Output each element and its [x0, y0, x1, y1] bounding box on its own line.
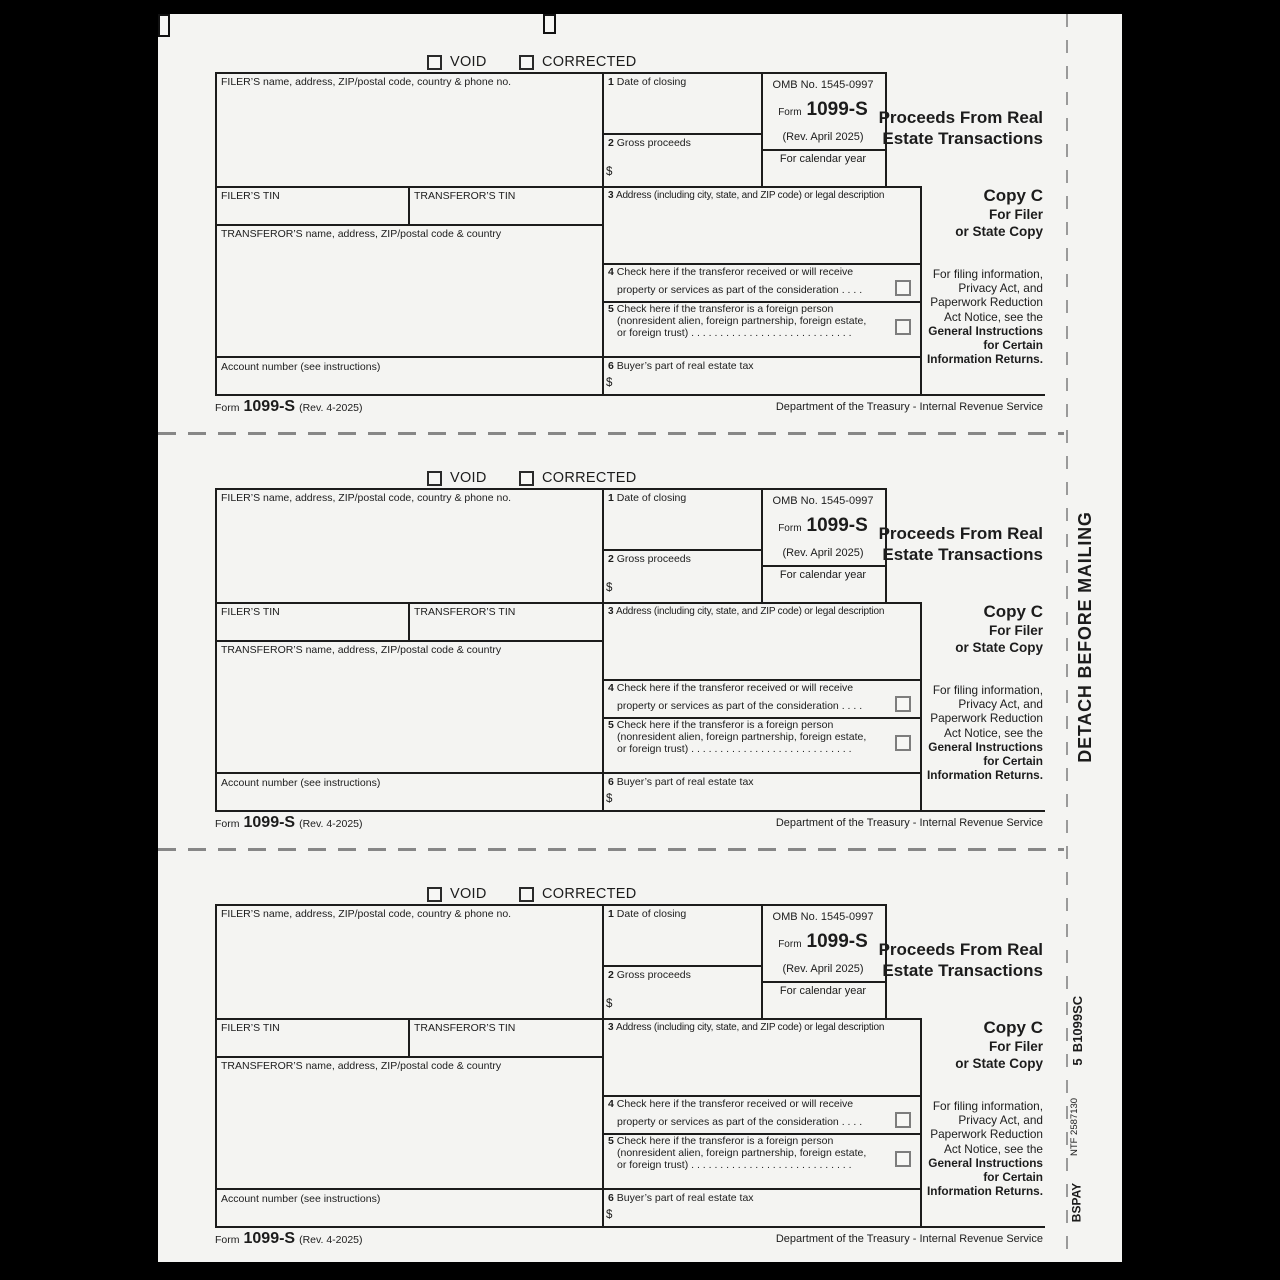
box2-dollar-sign: $ [606, 166, 613, 178]
table-border-line [215, 1188, 922, 1190]
box5-label-line2: (nonresident alien, foreign partnership, foreign estate, [617, 1147, 867, 1159]
box3-label: 3 Address (including city, state, and ZIP code) or legal description [608, 190, 885, 201]
corrected-label: CORRECTED [542, 54, 637, 70]
form-title: Proceeds From Real Estate Transactions [878, 108, 1043, 148]
stock-code-5: 5 [1070, 1058, 1085, 1066]
table-border-line [602, 965, 763, 967]
account-number-label: Account number (see instructions) [221, 1193, 381, 1205]
corrected-checkbox[interactable] [519, 55, 534, 70]
filing-information: For filing information, Privacy Act, and Paperwork Reduction Act Notice, see the General Instructions for Certain Information Returns. [926, 1099, 1043, 1199]
form-title: Proceeds From Real Estate Transactions [878, 940, 1043, 980]
table-border-line [215, 904, 887, 906]
filer-tin-label: FILER’S TIN [221, 1022, 280, 1034]
table-border-line [602, 904, 604, 1228]
form-word: Form [778, 107, 802, 118]
box2-dollar-sign: $ [606, 582, 613, 594]
void-label: VOID [450, 470, 487, 486]
treasury-footer: Department of the Treasury - Internal Revenue Service [775, 1233, 1043, 1245]
table-border-line [761, 149, 887, 151]
table-border-line [215, 904, 217, 1228]
treasury-footer: Department of the Treasury - Internal Revenue Service [775, 401, 1043, 413]
box6-label: 6 Buyer’s part of real estate tax [608, 360, 754, 372]
table-border-line [215, 186, 922, 188]
box6-dollar-sign: $ [606, 1209, 613, 1221]
box4-label-line1: 4 Check here if the transferor received or will receive [608, 266, 854, 278]
filer-tin-label: FILER’S TIN [221, 190, 280, 202]
table-border-line [602, 263, 922, 265]
box5-label-line3: or foreign trust) . . . . . . . . . . . . . . . . . . . . . . . . . . . . [617, 743, 852, 755]
perforation-line-1 [158, 432, 1064, 435]
void-checkbox[interactable] [427, 471, 442, 486]
account-number-label: Account number (see instructions) [221, 777, 381, 789]
box6-dollar-sign: $ [606, 377, 613, 389]
void-label: VOID [450, 54, 487, 70]
form-title: Proceeds From Real Estate Transactions [878, 524, 1043, 564]
box4-label-line1: 4 Check here if the transferor received or will receive [608, 1098, 854, 1110]
form-number: 1099-S [806, 99, 868, 120]
box6-dollar-sign: $ [606, 793, 613, 805]
box5-label-line1: 5 Check here if the transferor is a foreign person [608, 719, 834, 731]
table-border-line [215, 772, 922, 774]
void-checkbox[interactable] [427, 887, 442, 902]
filer-name-label: FILER’S name, address, ZIP/postal code, country & phone no. [221, 908, 512, 920]
box4-label-line2: property or services as part of the consideration . . . . [617, 284, 863, 296]
box5-label-line3: or foreign trust) . . . . . . . . . . . . . . . . . . . . . . . . . . . . [617, 1159, 852, 1171]
table-border-line [408, 186, 410, 226]
omb-number: OMB No. 1545-0997 [772, 495, 874, 507]
box3-label: 3 Address (including city, state, and ZIP code) or legal description [608, 1022, 885, 1033]
table-border-line [408, 1018, 410, 1058]
table-border-line [215, 72, 217, 396]
box3-label: 3 Address (including city, state, and ZIP code) or legal description [608, 606, 885, 617]
registration-mark-center [543, 14, 556, 34]
form-footer-left: Form 1099-S (Rev. 4-2025) [215, 1230, 363, 1247]
form-revision: (Rev. April 2025) [782, 547, 864, 559]
box1-label: 1 Date of closing [608, 76, 687, 88]
stock-code-bspay: BSPAY [1069, 1182, 1084, 1223]
box5-label-line1: 5 Check here if the transferor is a foreign person [608, 1135, 834, 1147]
perforation-line-2 [158, 848, 1064, 851]
box2-dollar-sign: $ [606, 998, 613, 1010]
transferor-name-label: TRANSFEROR’S name, address, ZIP/postal code & country [221, 644, 502, 656]
box1-label: 1 Date of closing [608, 492, 687, 504]
transferor-tin-label: TRANSFEROR’S TIN [414, 1022, 516, 1034]
box2-label: 2 Gross proceeds [608, 137, 691, 149]
box1-label: 1 Date of closing [608, 908, 687, 920]
box5-label-line3: or foreign trust) . . . . . . . . . . . . . . . . . . . . . . . . . . . . [617, 327, 852, 339]
table-border-line [602, 679, 922, 681]
table-border-line [215, 356, 922, 358]
stock-code-b1099sc: B1099SC [1070, 995, 1085, 1053]
box5-label-line2: (nonresident alien, foreign partnership, foreign estate, [617, 315, 867, 327]
corrected-checkbox[interactable] [519, 471, 534, 486]
table-border-line [761, 981, 887, 983]
box5-label-line1: 5 Check here if the transferor is a foreign person [608, 303, 834, 315]
box6-label: 6 Buyer’s part of real estate tax [608, 776, 754, 788]
copy-designation: Copy C For Filer or State Copy [955, 186, 1043, 239]
transferor-name-label: TRANSFEROR’S name, address, ZIP/postal code & country [221, 1060, 502, 1072]
box4-label-line2: property or services as part of the consideration . . . . [617, 1116, 863, 1128]
box6-label: 6 Buyer’s part of real estate tax [608, 1192, 754, 1204]
registration-mark-left [158, 14, 170, 37]
calendar-year-label: For calendar year [779, 569, 867, 581]
filer-name-label: FILER’S name, address, ZIP/postal code, country & phone no. [221, 76, 512, 88]
box2-label: 2 Gross proceeds [608, 553, 691, 565]
void-checkbox[interactable] [427, 55, 442, 70]
form-revision: (Rev. April 2025) [782, 963, 864, 975]
box5-label-line2: (nonresident alien, foreign partnership, foreign estate, [617, 731, 867, 743]
omb-number: OMB No. 1545-0997 [772, 911, 874, 923]
omb-number: OMB No. 1545-0997 [772, 79, 874, 91]
table-border-line [215, 72, 887, 74]
table-border-line [602, 488, 604, 812]
form-footer-left: Form 1099-S (Rev. 4-2025) [215, 398, 363, 415]
table-border-line [602, 549, 763, 551]
form-number: 1099-S [806, 515, 868, 536]
box4-label-line1: 4 Check here if the transferor received or will receive [608, 682, 854, 694]
form-revision: (Rev. April 2025) [782, 131, 864, 143]
table-border-line [602, 133, 763, 135]
filer-tin-label: FILER’S TIN [221, 606, 280, 618]
stock-code-ntf: NTF 2587130 [1069, 1097, 1080, 1157]
table-border-line [215, 602, 922, 604]
form-footer-left: Form 1099-S (Rev. 4-2025) [215, 814, 363, 831]
account-number-label: Account number (see instructions) [221, 361, 381, 373]
copy-designation: Copy C For Filer or State Copy [955, 602, 1043, 655]
form-word: Form [778, 523, 802, 534]
copy-designation: Copy C For Filer or State Copy [955, 1018, 1043, 1071]
void-label: VOID [450, 886, 487, 902]
table-border-line [408, 602, 410, 642]
table-border-line [215, 488, 217, 812]
transferor-name-label: TRANSFEROR’S name, address, ZIP/postal code & country [221, 228, 502, 240]
filer-name-label: FILER’S name, address, ZIP/postal code, country & phone no. [221, 492, 512, 504]
box4-label-line2: property or services as part of the consideration . . . . [617, 700, 863, 712]
form-number: 1099-S [806, 931, 868, 952]
calendar-year-label: For calendar year [779, 985, 867, 997]
corrected-label: CORRECTED [542, 470, 637, 486]
transferor-tin-label: TRANSFEROR’S TIN [414, 606, 516, 618]
form-word: Form [778, 939, 802, 950]
form-1099s-copy-3 [158, 887, 1122, 1253]
box2-label: 2 Gross proceeds [608, 969, 691, 981]
calendar-year-label: For calendar year [779, 153, 867, 165]
corrected-checkbox[interactable] [519, 887, 534, 902]
filing-information: For filing information, Privacy Act, and Paperwork Reduction Act Notice, see the General Instructions for Certain Information Returns. [926, 267, 1043, 367]
table-border-line [215, 1018, 922, 1020]
filing-information: For filing information, Privacy Act, and Paperwork Reduction Act Notice, see the General Instructions for Certain Information Returns. [926, 683, 1043, 783]
form-sheet [158, 14, 1122, 1262]
form-1099s-copy-1 [158, 55, 1122, 421]
corrected-label: CORRECTED [542, 886, 637, 902]
table-border-line [761, 565, 887, 567]
table-border-line [602, 72, 604, 396]
table-border-line [602, 1095, 922, 1097]
table-border-line [215, 488, 887, 490]
form-1099s-copy-2 [158, 471, 1122, 837]
transferor-tin-label: TRANSFEROR’S TIN [414, 190, 516, 202]
detach-before-mailing-label: DETACH BEFORE MAILING [1075, 511, 1095, 763]
treasury-footer: Department of the Treasury - Internal Revenue Service [775, 817, 1043, 829]
